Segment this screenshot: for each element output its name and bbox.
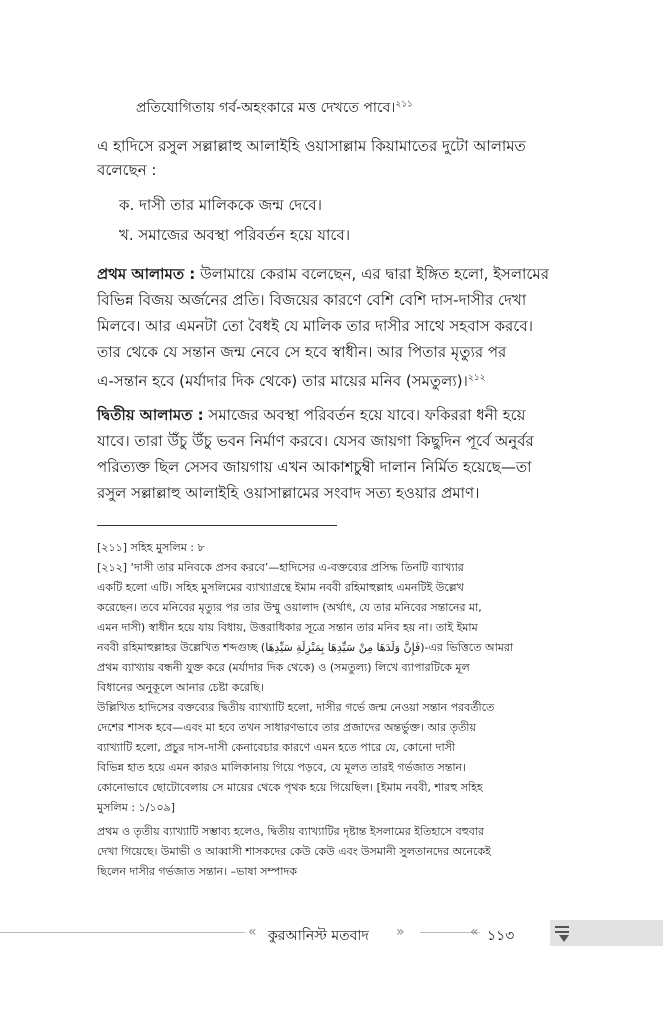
footnote-212-line-1: [২১২] ‘দাসী তার মনিবকে প্রসব করবে’—হাদিসের এ-বক্তব্যের প্রসিদ্ধ তিনটি ব্যাখ্যার <box>97 561 464 574</box>
footnote-para3-line-1: প্রথম ও তৃতীয় ব্যাখ্যাটি সম্ভাব্য হলেও, দ্বিতীয় ব্যাখ্যাটির দৃষ্টান্ত ইসলামের ইতিহাসে বহুবার <box>97 825 485 838</box>
first-sign-line-5 <box>97 368 485 391</box>
page-number: ১১৩ <box>487 928 515 944</box>
first-sign-line-2: বিভিন্ন বিজয় অর্জনের প্রতি। বিজয়ের কারণে বেশি বেশি দাস-দাসীর দেখা <box>97 291 527 309</box>
first-sign-text-1: উলামায়ে কেরাম বলেছেন, এর দ্বারা ইঙ্গিত হলো, ইসলামের <box>195 265 549 283</box>
footnote-separator <box>97 525 337 526</box>
second-sign-line-4: রসুল সল্লাল্লাহু আলাইহি ওয়াসাল্লামের সংবাদ সত্য হওয়ার প্রমাণ। <box>97 484 480 502</box>
ornament-left-icon: « <box>248 924 257 940</box>
first-sign-line-3: মিলবে। আর এমনটা তো বৈধই যে মালিক তার দাসীর সাথে সহবাস করবে। <box>97 317 534 335</box>
footnote-212-line-5 <box>97 640 513 655</box>
running-footer-title: কুরআনিস্ট মতবাদ <box>268 928 369 944</box>
footnote-para3-line-2: দেখা গিয়েছে। উমাভী ও আব্বাসী শাসকদের কেউ কেউ এবং উসমানী সুলতানদের অনেকেই <box>97 845 491 858</box>
first-sign-line-4: তার থেকে যে সন্তান জন্ম নেবে সে হবে স্বাধীন। আর পিতার মৃত্যুর পর <box>97 343 507 361</box>
first-sign-line-1 <box>97 264 549 284</box>
second-sign-text-1: সমাজের অবস্থা পরিবর্তন হয়ে যাবে। ফকিররা ধনী হয়ে <box>203 406 526 424</box>
list-item-1: ক. দাসী তার মালিককে জন্ম দেবে। <box>119 196 323 214</box>
footnote-212-line-7: বিধানের অনুকূলে আনার চেষ্টা করেছি। <box>97 681 264 694</box>
first-sign-label: প্রথম আলামত : <box>97 265 196 283</box>
second-sign-label: দ্বিতীয় আলামত : <box>97 406 204 424</box>
page-number-tab <box>550 920 663 946</box>
top-line <box>136 96 413 120</box>
footnote-para2-line-5: কোনোভাবে ছোটোবেলায় সে মায়ের থেকে পৃথক হয়ে গিয়েছিল। [ইমাম নববী, শারহু সহিহ <box>97 781 483 794</box>
footnote-212-line-6: প্রথম ব্যাখ্যায় বন্ধনী যুক্ত করে (মর্যাদার দিক থেকে) ও (সমতুল্য) লিখে ব্যাপারটিকে মূল <box>97 661 470 674</box>
ornament-pn-left-icon: « <box>470 924 479 940</box>
second-sign-line-1 <box>97 405 525 425</box>
footnote-para3-line-3: ছিলেন দাসীর গর্ভজাত সন্তান। –ভাষা সম্পাদক <box>97 865 297 878</box>
footnote-ref-211[interactable]: ২১১ <box>395 99 413 110</box>
footnote-para2-line-2: দেশের শাসক হবে—এবং মা হবে তখন সাধারণভাবে তার প্রজাদের অন্তর্ভুক্ত। আর তৃতীয় <box>97 721 476 734</box>
list-item-2: খ. সমাজের অবস্থা পরিবর্তন হয়ে যাবে। <box>119 226 351 244</box>
footnote-212-line-3: করেছেন। তবে মনিবের মৃত্যুর পর তার উম্মু ওয়ালাদ (অর্থাৎ, যে তার মনিবের সন্তানের মা, <box>97 601 482 614</box>
intro-line-1: এ হাদিসে রসুল সল্লাল্লাহু আলাইহি ওয়াসাল্লাম কিয়ামাতের দুটো আলামত <box>97 137 526 155</box>
intro-line-2: বলেছেন : <box>97 161 157 179</box>
footnote-para2-line-4: বিভিন্ন হাত হয়ে এমন কারও মালিকানায় গিয়ে পড়বে, যে মূলত তারই গর্ভজাত সন্তান। <box>97 761 467 774</box>
top-line-text: প্রতিযোগিতায় গর্ব-অহংকারে মত্ত দেখতে পাবে। <box>136 100 396 116</box>
arabic-quote: فَإِنَّ وَلَدَهَا مِنْ سَيِّدِهَا بِمَنْزِلَةِ سَيِّدِهَا <box>265 641 421 654</box>
footnote-ref-212[interactable]: ২১২ <box>467 373 486 383</box>
footnote-para2-line-3: ব্যাখ্যাটি হলো, প্রচুর দাস-দাসী কেনাবেচার কারণে এমন হতে পারে যে, কোনো দাসী <box>97 741 456 754</box>
ornament-right-icon: » <box>396 924 405 940</box>
footnote-212-text-5a: নববী রহিমাহুল্লাহর উল্লেখিত শব্দগুচ্ছ ( <box>97 641 266 654</box>
second-sign-line-3: পরিত্যক্ত ছিল সেসব জায়গায় এখন আকাশচুম্বী দালান নির্মিত হয়েছে—তা <box>97 458 532 476</box>
footnote-para2-line-6: মুসলিম : ১/১০৯] <box>97 801 176 814</box>
text-lines-down-icon <box>552 920 576 946</box>
footnote-212-line-2: একটি হলো এটি। সহিহ মুসলিমের ব্যাখ্যাগ্রন্থে ইমাম নববী রহিমাহুল্লাহ এমনটিই উল্লেখ <box>97 581 464 594</box>
footnote-212-text-5b: )-এর ভিত্তিতে আমরা <box>420 641 514 654</box>
footnote-211: [২১১] সহিহ মুসলিম : ৮ <box>97 541 205 554</box>
first-sign-text-5: এ-সন্তান হবে (মর্যাদার দিক থেকে) তার মায়ের মনিব (সমতুল্য)। <box>97 372 468 390</box>
second-sign-line-2: যাবে। তারা উঁচু উঁচু ভবন নির্মাণ করবে। যেসব জায়গা কিছুদিন পূর্বে অনুর্বর <box>97 432 534 450</box>
footnote-para2-line-1: উল্লিখিত হাদিসের বক্তব্যের দ্বিতীয় ব্যাখ্যাটি হলো, দাসীর গর্ভে জন্ম নেওয়া সন্তান পরবর্তীতে <box>97 701 495 714</box>
footer-rule-left <box>0 932 245 933</box>
footnote-212-line-4: এমন দাসী) স্বাধীন হয়ে যায় বিধায়, উত্তরাধিকার সূত্রে সন্তান তার মনিব হয় না। তাই ইমাম <box>97 621 478 634</box>
